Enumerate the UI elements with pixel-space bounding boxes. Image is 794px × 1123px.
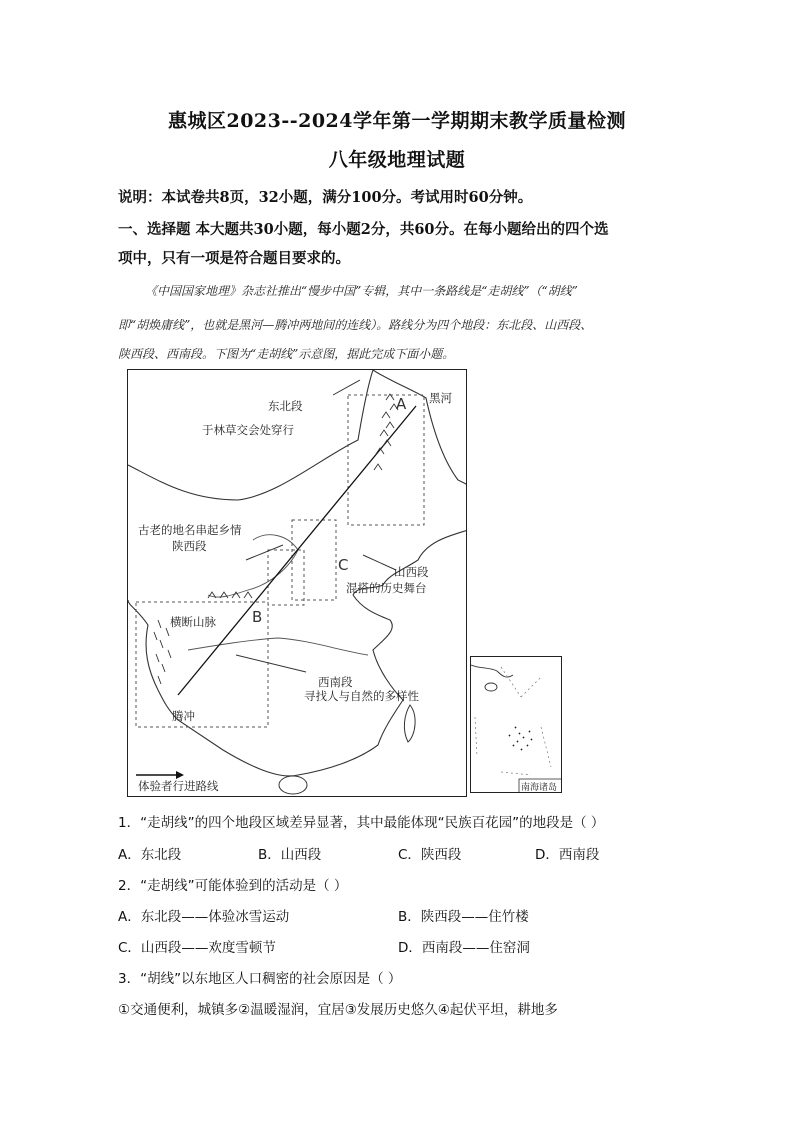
intro-line-1: 《中国国家地理》杂志社推出“慢步中国”专辑，其中一条路线是“走胡线”（“胡线” xyxy=(145,284,578,298)
south-china-sea-inset xyxy=(470,656,562,793)
question-1-option-a[interactable]: A．东北段 xyxy=(118,847,182,863)
label-northeast-desc: 于林草交会处穿行 xyxy=(202,423,294,437)
northeast-segment-box xyxy=(348,395,424,525)
label-hengduan: 横断山脉 xyxy=(170,615,216,629)
hainan-island xyxy=(279,776,307,794)
inset-hainan xyxy=(485,683,497,691)
letter-b: B xyxy=(252,608,263,626)
label-southwest-desc: 寻找人与自然的多样性 xyxy=(304,689,419,703)
label-tengchong: 腾冲 xyxy=(172,709,195,723)
question-1-option-b[interactable]: B．山西段 xyxy=(258,847,322,863)
inset-label: 南海诸岛 xyxy=(521,783,558,793)
question-2-option-b[interactable]: B．陕西段——住竹楼 xyxy=(398,909,529,925)
callout-arrow-shaanxi xyxy=(246,545,283,560)
callout-arrow-southwest xyxy=(236,655,306,672)
taiwan-island xyxy=(404,705,415,742)
label-shanxi-segment: 山西段 xyxy=(394,565,429,579)
shaanxi-segment-box xyxy=(268,550,304,605)
label-southwest-segment: 西南段 xyxy=(318,675,353,689)
hu-line xyxy=(178,406,416,695)
question-2-option-d[interactable]: D．西南段——住窑洞 xyxy=(398,940,530,956)
page-title: 惠城区2023--2024学年第一学期期末教学质量检测 xyxy=(167,110,627,132)
page-subtitle: 八年级地理试题 xyxy=(328,149,466,171)
exam-note: 说明：本试卷共8页，32小题，满分100分。考试用时60分钟。 xyxy=(118,189,533,206)
shanxi-segment-box xyxy=(292,520,336,600)
hengduan-mountains xyxy=(154,620,171,684)
section-heading-line2: 项中，只有一项是符合题目要求的。 xyxy=(118,250,350,267)
inset-drawing xyxy=(471,657,562,793)
intro-line-3: 陕西段、西南段。下图为“走胡线”示意图，据此完成下面小题。 xyxy=(118,347,455,361)
question-3-statements: ①交通便利，城镇多②温暖湿润，宜居③发展历史悠久④起伏平坦，耕地多 xyxy=(118,1002,558,1018)
inset-islands xyxy=(509,727,532,750)
label-northeast-segment: 东北段 xyxy=(268,399,303,413)
intro-line-2: 即“胡焕庸线”，也就是黑河—腾冲两地间的连线）。路线分为四个地段：东北段、山西段、 xyxy=(118,318,593,332)
question-2-option-c[interactable]: C．山西段——欢度雪顿节 xyxy=(118,940,276,956)
question-1-option-d[interactable]: D．西南段 xyxy=(535,847,600,863)
question-1-option-c[interactable]: C．陕西段 xyxy=(398,847,462,863)
question-2-stem: 2．“走胡线”可能体验到的活动是（ ） xyxy=(118,878,348,894)
callout-arrow-shanxi xyxy=(363,555,396,570)
callout-arrow-northeast xyxy=(333,380,360,395)
section-heading-line1: 一、选择题 本大题共30小题，每小题2分，共60分。在每小题给出的四个选 xyxy=(118,221,609,238)
inset-boundary-dashes xyxy=(475,667,551,775)
northeast-border xyxy=(373,370,467,485)
south-border xyxy=(158,690,298,776)
question-2-option-a[interactable]: A．东北段——体验冰雪运动 xyxy=(118,909,290,925)
label-shanxi-desc: 混搭的历史舞台 xyxy=(346,581,427,595)
letter-a: A xyxy=(396,395,407,413)
legend-label: 体验者行进路线 xyxy=(138,779,219,793)
route-map xyxy=(127,369,467,797)
label-heihe: 黑河 xyxy=(429,391,452,405)
southwest-border xyxy=(128,600,158,690)
label-shaanxi-segment: 陕西段 xyxy=(172,539,207,553)
question-3-stem: 3．“胡线”以东地区人口稠密的社会原因是（ ） xyxy=(118,971,402,987)
letter-c: C xyxy=(338,556,349,574)
yangtze-river xyxy=(188,638,368,655)
label-shaanxi-desc: 古老的地名串起乡情 xyxy=(138,523,242,537)
question-1-stem: 1．“走胡线”的四个地段区域差异显著，其中最能体现“民族百花园”的地段是（ ） xyxy=(118,815,605,831)
